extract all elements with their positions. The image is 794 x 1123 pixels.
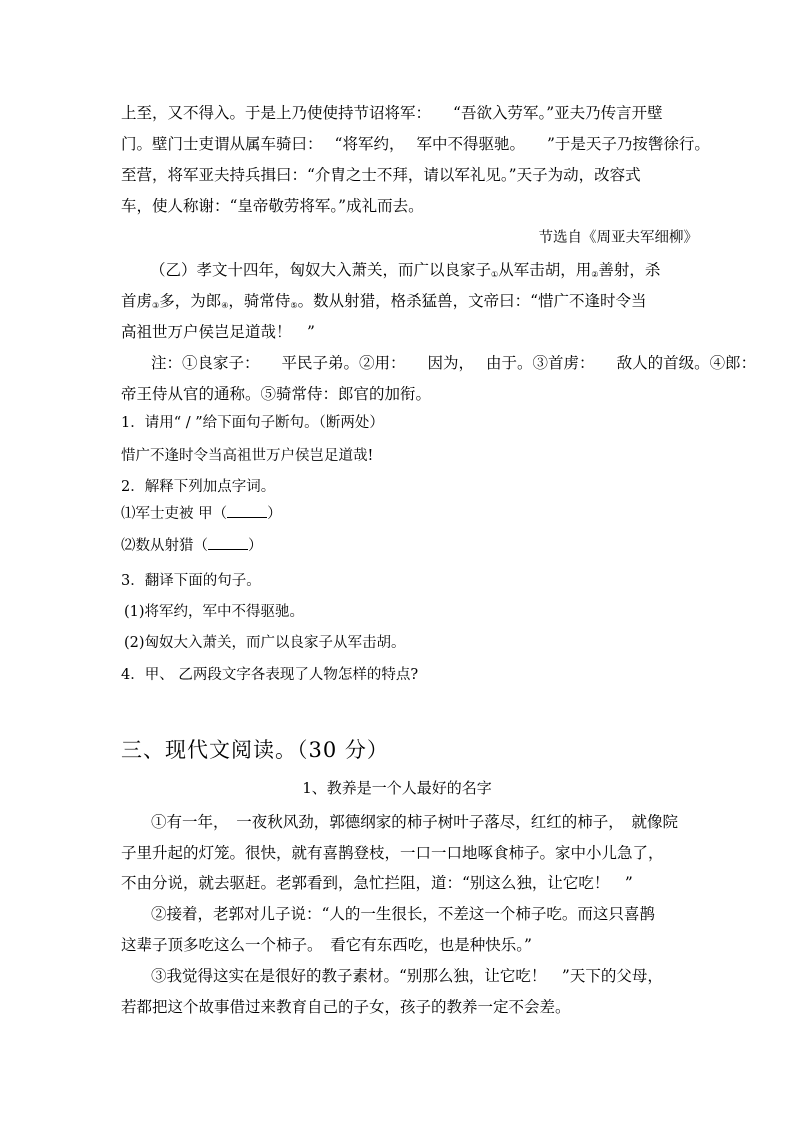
- passage-source: 节选自《周亚夫军细柳》: [538, 230, 698, 246]
- text-span: 善射，杀: [598, 261, 661, 279]
- footnote-marker: ②: [591, 270, 599, 279]
- text-span: （乙）孝文十四年，匈奴大入萧关，而广以良家子: [150, 261, 492, 279]
- paragraph-1-line-1: ①有一年， 一夜秋风劲，郭德纲家的柿子树叶子落尽，红红的柿子， 就像院: [151, 813, 679, 831]
- footnote-marker: ⑤: [290, 301, 298, 310]
- text-span: ，骑常侍: [228, 292, 291, 310]
- passage-jia-line-3: 至营，将军亚夫持兵揖曰：“介胄之士不拜，请以军礼见。”天子为动，改容式: [121, 166, 641, 184]
- question-1: 1．请用“ / ”给下面句子断句。（断两处）: [121, 415, 384, 431]
- text-span: “将军约，: [334, 135, 405, 153]
- text-span: 上至，又不得入。于是上乃使使持节诏将军：: [121, 104, 432, 122]
- text-span: 军中不得驱驰。: [416, 135, 525, 153]
- passage-yi-line-2: [121, 291, 647, 316]
- text-span: 。数从射猎，格杀猛兽，文帝曰：“惜广不逢时令当: [297, 292, 647, 310]
- passage-yi-line-1: [150, 260, 660, 285]
- text-span: 由于。③首虏：: [486, 354, 595, 372]
- footnote-marker: ①: [491, 270, 499, 279]
- notes-line-2: 帝王侍从官的通称。⑤骑常侍：郎官的加衔。: [121, 385, 432, 403]
- paragraph-2-line-1: ②接着，老郭对儿子说：“人的一生很长，不差这一个柿子吃。而这只喜鹊: [151, 905, 655, 923]
- text-span: 注：①良家子：: [151, 354, 260, 372]
- footnote-marker: ③: [152, 301, 160, 310]
- question-3-b: (2)匈奴大入萧关，而广以良家子从军击胡。: [124, 635, 406, 651]
- answer-blank[interactable]: [227, 503, 267, 518]
- text-span: ⑵数从射猎（: [121, 538, 208, 554]
- question-4: 4．甲、 乙两段文字各表现了人物怎样的特点?: [121, 667, 419, 683]
- text-span: 从军击胡，用: [498, 261, 592, 279]
- paragraph-3-line-2: 若都把这个故事借过来教育自己的子女，孩子的教养一定不会差。: [121, 998, 571, 1016]
- passage-jia-line-2: [121, 134, 710, 154]
- text-span: 首虏: [121, 292, 153, 310]
- question-3: 3．翻译下面的句子。: [121, 573, 261, 589]
- text-span: 敌人的首级。④郎：: [616, 354, 757, 372]
- text-span: ）: [267, 506, 282, 522]
- paragraph-2-line-2: 这辈子顶多吃这么一个柿子。 看它有东西吃，也是种快乐。”: [121, 936, 532, 954]
- passage-jia-line-4: 车，使人称谢：“皇帝敬劳将军。”成礼而去。: [121, 197, 424, 215]
- text-span: 因为，: [427, 354, 475, 372]
- question-2-b: [121, 535, 263, 556]
- question-3-a: (1)将军约，军中不得驱驰。: [124, 604, 305, 620]
- text-span: ）: [248, 538, 263, 554]
- text-span: 门。壁门士吏谓从属车骑曰：: [121, 135, 323, 153]
- text-span: ”于是天子乃按辔徐行。: [546, 135, 710, 153]
- footnote-marker: ④: [221, 301, 229, 310]
- answer-blank[interactable]: [208, 535, 248, 550]
- question-1-text: 惜广不逢时令当高祖世万户侯岂足道哉!: [121, 448, 374, 464]
- passage-yi-line-3: 高祖世万户侯岂足道哉！ ”: [121, 323, 315, 341]
- text-span: 多，为郎: [159, 292, 222, 310]
- section-heading: 三、现代文阅读。（30 分）: [121, 738, 389, 762]
- text-span: 平民子弟。②用：: [281, 354, 406, 372]
- passage-jia-line-1: [121, 103, 663, 123]
- article-title: 1、教养是一个人最好的名字: [302, 779, 492, 797]
- paragraph-1-line-3: 不由分说，就去驱赶。老郭看到，急忙拦阻，道：“别这么独，让它吃！ ”: [121, 874, 633, 892]
- paragraph-1-line-2: 子里升起的灯笼。很快，就有喜鹊登枝，一口一口地啄食柿子。家中小儿急了，: [121, 844, 664, 862]
- paragraph-3-line-1: ③我觉得这实在是很好的教子素材。“别那么独，让它吃！ ”天下的父母，: [151, 967, 663, 985]
- question-2-a: [121, 503, 282, 524]
- text-span: ⑴军士吏被 甲（: [121, 506, 228, 522]
- text-span: “吾欲入劳军。”亚夫乃传言开壁: [453, 104, 663, 122]
- notes-line-1: [151, 353, 756, 373]
- question-2: 2．解释下列加点字词。: [121, 479, 276, 495]
